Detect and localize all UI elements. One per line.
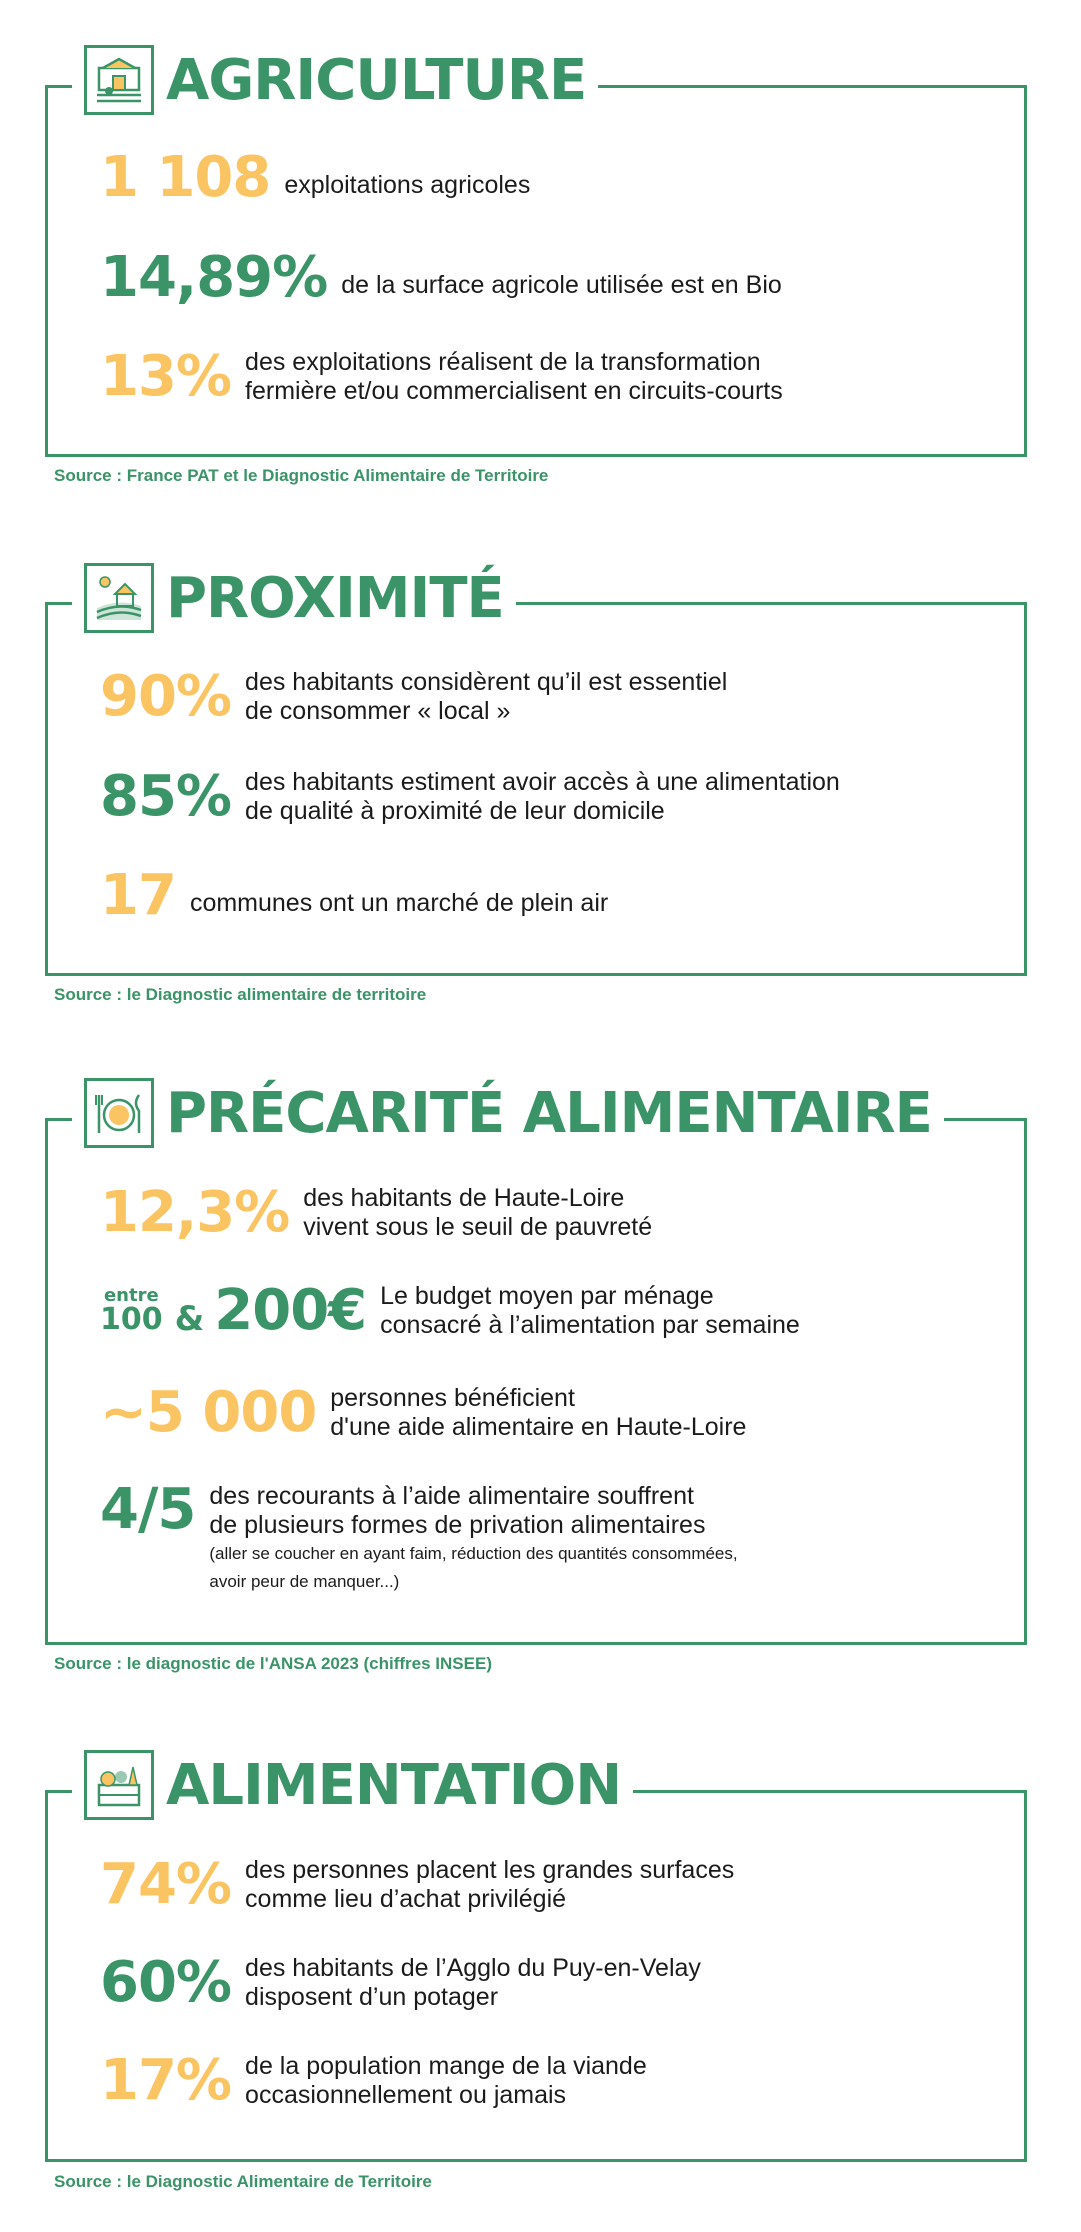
stat-description: des habitants estiment avoir accès à une alimentation de qualité à proximité de leur domicile	[245, 768, 840, 825]
stat-description: des exploitations réalisent de la transformation fermière et/ou commercialisent en circuits-courts	[245, 348, 783, 405]
plate-cutlery-icon	[84, 1078, 154, 1148]
agriculture-source: Source : France PAT et le Diagnostic Alimentaire de Territoire	[54, 466, 549, 485]
ampersand: &	[174, 1299, 205, 1339]
stat-value: 4/5	[100, 1477, 196, 1542]
vegetable-crate-icon	[84, 1750, 154, 1820]
precarite-title: PRÉCARITÉ ALIMENTAIRE	[166, 1080, 932, 1146]
stat-description: de la surface agricole utilisée est en Bio	[341, 270, 782, 299]
stat-description: des habitants de Haute-Loire vivent sous le seuil de pauvreté	[303, 1184, 653, 1241]
stat-row	[100, 145, 531, 210]
stat-value: 90%	[100, 664, 232, 729]
proximite-source: Source : le Diagnostic alimentaire de territoire	[54, 985, 427, 1004]
stat-value: 200€	[214, 1278, 367, 1343]
stat-description: exploitations agricoles	[284, 170, 531, 199]
stat-row	[100, 1477, 738, 1596]
precarite-header	[72, 1073, 944, 1153]
farmhouse-field-icon	[84, 563, 154, 633]
agriculture-title: AGRICULTURE	[166, 47, 587, 113]
stat-row	[100, 863, 609, 928]
stat-description: des recourants à l’aide alimentaire souffrent de plusieurs formes de privation alimentaires (aller se coucher en ayant faim, réduction des quantités consommées, avoir peur de manquer...)	[209, 1482, 738, 1591]
alimentation-source: Source : le Diagnostic Alimentaire de Territoire	[54, 2172, 432, 2191]
proximite-header	[72, 558, 516, 638]
stat-description: personnes bénéficient d'une aide alimentaire en Haute-Loire	[330, 1384, 747, 1441]
stat-value: 74%	[100, 1852, 232, 1917]
stat-description: des habitants de l’Agglo du Puy-en-Velay disposent d’un potager	[245, 1954, 701, 2011]
stat-value: 17%	[100, 2048, 232, 2113]
stat-description: communes ont un marché de plein air	[189, 888, 609, 917]
stat-value: 12,3%	[100, 1180, 290, 1245]
precarite-source: Source : le diagnostic de l'ANSA 2023 (chiffres INSEE)	[54, 1654, 492, 1673]
alimentation-title: ALIMENTATION	[166, 1752, 622, 1818]
stat-row	[100, 1852, 735, 1917]
stat-row	[100, 1950, 701, 2015]
agriculture-header	[72, 40, 598, 120]
farm-tractor-icon	[84, 45, 154, 115]
stat-row	[100, 764, 840, 829]
stat-description: des habitants considèrent qu’il est essentiel de consommer « local »	[245, 668, 728, 725]
stat-row	[100, 664, 728, 729]
stat-description: de la population mange de la viande occasionnellement ou jamais	[245, 2052, 647, 2109]
stat-description: des personnes placent les grandes surfaces comme lieu d’achat privilégié	[245, 1856, 735, 1913]
stat-row	[100, 344, 783, 409]
stat-description: Le budget moyen par ménage consacré à l’alimentation par semaine	[380, 1282, 800, 1339]
proximite-title: PROXIMITÉ	[166, 565, 504, 631]
stat-value: 85%	[100, 764, 232, 829]
budget-range-low: entre 100	[100, 1285, 163, 1337]
stat-value: ~5 000	[100, 1380, 317, 1445]
stat-row	[100, 1180, 653, 1245]
stat-value: 60%	[100, 1950, 232, 2015]
stat-value: 17	[100, 863, 176, 928]
alimentation-header	[72, 1745, 633, 1825]
stat-row	[100, 1380, 747, 1445]
stat-value: 13%	[100, 344, 232, 409]
stat-value: 1 108	[100, 145, 271, 210]
stat-row	[100, 1278, 800, 1343]
stat-value: 14,89%	[100, 245, 328, 310]
stat-row	[100, 2048, 647, 2113]
stat-row	[100, 245, 782, 310]
